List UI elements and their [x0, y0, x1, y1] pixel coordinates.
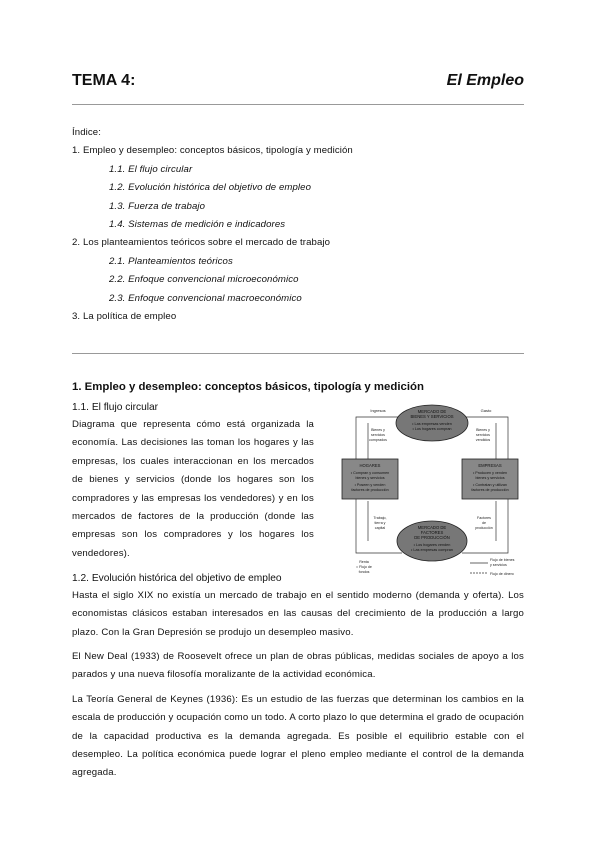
keynes-paragraph: La Teoría General de Keynes (1936): Es un estudio de las fuerzas que determinan los cambios en la escala de producción y ocupación como un todo. A corto plazo lo que determina el grado de ocupación de la capacidad productiva es la demanda agregada. Es posible el equilibrio estable con el desempleo. La política económica puede lograr el pleno empleo mediante el control de la demanda agregada. — [72, 694, 524, 779]
flow-note: tierra y — [374, 521, 386, 525]
flow-note: Bienes y — [371, 428, 385, 432]
history-paragraph: Hasta el siglo XIX no existía un mercado de trabajo en el sentido moderno (demanda y oferta). Los economistas clásicos estaban interesados en las causas del crecimiento de la producción a largo plazo. Con la Gran Depresión se produjo un desempleo masivo. — [72, 590, 524, 638]
bottom-market-line: DE PRODUCCIÓN — [414, 535, 450, 540]
bottom-market-line: • Los hogares venden — [413, 543, 451, 547]
bottom-market-line: • Las empresas compran — [410, 548, 454, 552]
flow-note: producción — [475, 526, 493, 530]
toc-subitem: 1.1. El flujo circular — [109, 163, 193, 175]
flow-note: servicios — [371, 433, 385, 437]
flow-note: Bienes y — [476, 428, 490, 432]
flow-note: vendidos — [475, 438, 491, 442]
firms-line: • Contratan y utilizan — [473, 483, 507, 487]
flow-label: Ingresos — [370, 408, 386, 413]
subsection-heading: 1.2. Evolución histórica del objetivo de empleo — [72, 573, 282, 584]
subsection-heading: 1.1. El flujo circular — [72, 402, 159, 413]
toc-subitem: 2.1. Planteamientos teóricos — [109, 255, 233, 267]
bottom-market-line: FACTORES — [420, 530, 444, 535]
header-divider — [72, 104, 524, 105]
toc-subitem: 2.3. Enfoque convencional macroeconómico — [109, 292, 302, 304]
households-line: • Poseen y venden — [354, 483, 386, 487]
legend-label: Flujo de bienes — [490, 558, 515, 562]
new-deal-paragraph: El New Deal (1933) de Roosevelt ofrece un plan de obras públicas, medidas sociales de apoyo a los parados y una nueva filosofía moralizante de la actividad económica. — [72, 651, 524, 681]
topic-label: TEMA 4: — [72, 72, 136, 89]
households-line: factores de producción — [351, 488, 389, 492]
flow-note: comprados — [369, 438, 387, 442]
circular-flow-diagram — [338, 401, 526, 579]
flow-note: = Flujo de — [356, 565, 372, 569]
flow-note: capital — [374, 526, 386, 530]
firms-line: EMPRESAS — [478, 463, 502, 468]
toc-item: 3. La política de empleo — [72, 311, 177, 323]
top-market-line: BIENES Y SERVICIOS — [410, 414, 454, 419]
toc-subitem: 1.2. Evolución histórica del objetivo de empleo — [109, 182, 312, 194]
legend-label: y servicios — [490, 563, 507, 567]
top-market-line: • Las empresas venden — [412, 422, 452, 426]
top-market-line: MERCADO DE — [417, 409, 447, 414]
toc-title: Índice: — [72, 127, 101, 138]
firms-line: • Producen y venden — [472, 471, 508, 475]
flow-note: Trabajo, — [373, 516, 387, 520]
flujo-circular-paragraph: Diagrama que representa cómo está organizada la economía. Las decisiones las toman los hogares y las empresas, los cuales interaccionan en los mercados de bienes y servicios (donde los hogares son los compradores y las empresas los vendedores) y en los mercados de factores de la producción (donde las empresas son los compradores y los hogares los vendedores). — [72, 419, 314, 559]
toc-divider — [72, 353, 524, 354]
flow-label: Gasto — [480, 408, 492, 413]
table-of-contents — [72, 124, 524, 326]
toc-subitem: 1.4. Sistemas de medición e indicadores — [109, 219, 286, 231]
bottom-market-line: MERCADO DE — [417, 525, 447, 530]
flow-note: servicios — [476, 433, 490, 437]
households-line: • Compran y consumen — [350, 471, 390, 475]
firms-line: factores de producción — [471, 488, 509, 492]
flow-note: fondos — [358, 570, 370, 574]
toc-item: 2. Los planteamientos teóricos sobre el mercado de trabajo — [72, 237, 331, 249]
flow-note: Factores — [477, 516, 491, 520]
households-line: HOGARES — [359, 463, 381, 468]
toc-item: 1. Empleo y desempleo: conceptos básicos, tipología y medición — [72, 145, 353, 157]
households-line: bienes y servicios — [355, 476, 385, 480]
toc-subitem: 2.2. Enfoque convencional microeconómico — [109, 274, 299, 286]
toc-subitem: 1.3. Fuerza de trabajo — [109, 200, 206, 212]
legend-label: Flujo de dinero — [490, 572, 514, 576]
topic-title: El Empleo — [446, 72, 524, 89]
section-heading: 1. Empleo y desempleo: conceptos básicos, tipología y medición — [72, 381, 424, 393]
flow-note: Renta — [359, 560, 369, 564]
top-market-line: • Los hogares compran — [412, 427, 452, 431]
flow-note: de — [482, 521, 486, 525]
firms-line: bienes y servicios — [475, 476, 505, 480]
